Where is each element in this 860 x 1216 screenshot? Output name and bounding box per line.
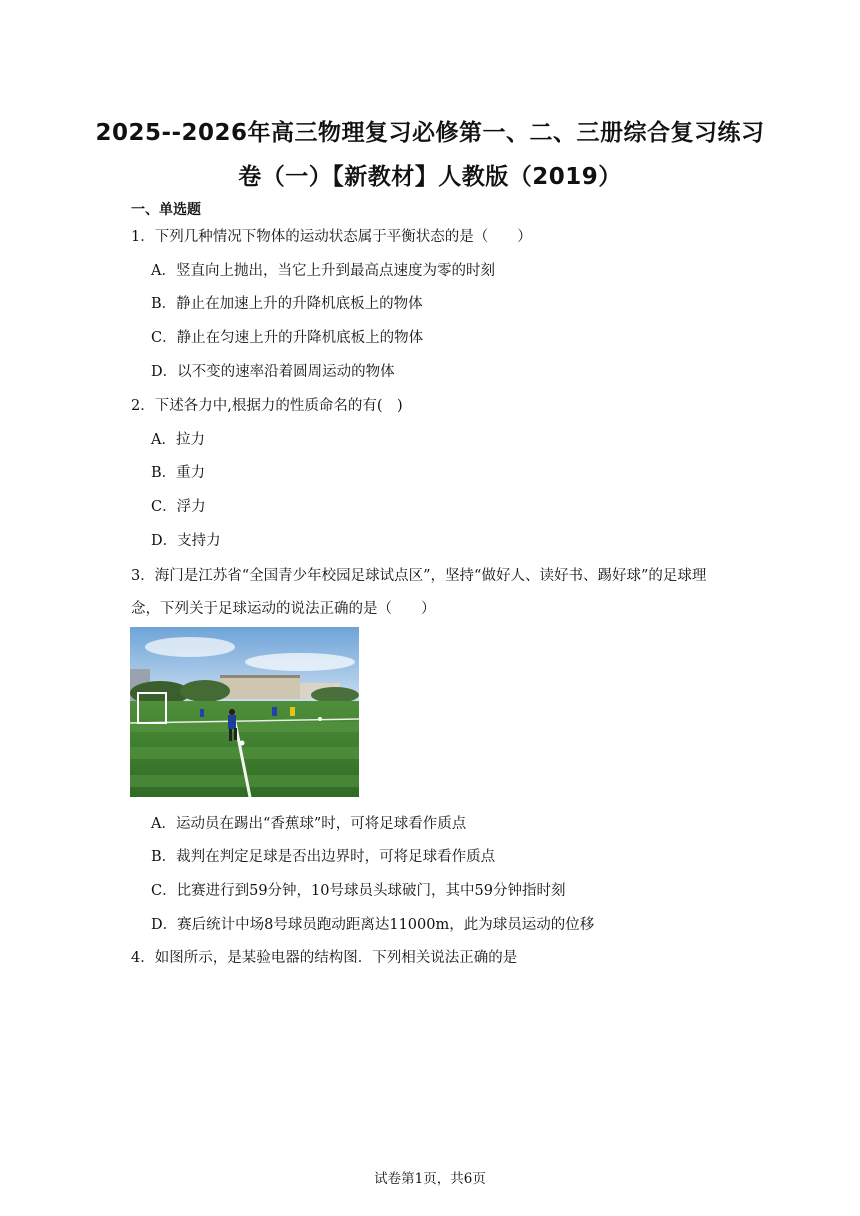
football-field-photo xyxy=(130,627,359,797)
question-3-stem-line-1: 3．海门是江苏省“全国青少年校园足球试点区”，坚持“做好人、读好书、踢好球”的足球理 xyxy=(131,568,707,584)
question-3-stem-line-2: 念，下列关于足球运动的说法正确的是（ ） xyxy=(131,601,436,617)
section-heading: 一、单选题 xyxy=(131,202,201,218)
question-1-option-a: A．竖直向上抛出，当它上升到最高点速度为零的时刻 xyxy=(151,263,495,279)
question-2-option-a: A．拉力 xyxy=(151,432,205,448)
question-1-stem: 1．下列几种情况下物体的运动状态属于平衡状态的是（ ） xyxy=(131,229,532,245)
document-title-line-1: 2025--2026年高三物理复习必修第一、二、三册综合复习练习 xyxy=(95,120,765,146)
question-2-option-b: B．重力 xyxy=(151,465,206,481)
question-2-option-d: D．支持力 xyxy=(151,533,221,549)
question-3-option-b: B．裁判在判定足球是否出边界时，可将足球看作质点 xyxy=(151,849,496,865)
document-title-line-2: 卷（一）【新教材】人教版（2019） xyxy=(238,164,622,190)
question-2-option-c: C．浮力 xyxy=(151,499,206,515)
question-2-stem: 2．下述各力中,根据力的性质命名的有( ) xyxy=(131,398,403,414)
question-3-option-a: A．运动员在踢出“香蕉球”时，可将足球看作质点 xyxy=(151,816,467,832)
question-1-option-b: B．静止在加速上升的升降机底板上的物体 xyxy=(151,296,423,312)
question-1-option-d: D．以不变的速率沿着圆周运动的物体 xyxy=(151,364,395,380)
question-4-stem: 4．如图所示，是某验电器的结构图．下列相关说法正确的是 xyxy=(131,950,518,966)
page-footer: 试卷第1页，共6页 xyxy=(374,1171,486,1187)
question-3-option-c: C．比赛进行到59分钟，10号球员头球破门，其中59分钟指时刻 xyxy=(151,883,566,899)
question-3-option-d: D．赛后统计中场8号球员跑动距离达11000m，此为球员运动的位移 xyxy=(151,917,595,933)
question-1-option-c: C．静止在匀速上升的升降机底板上的物体 xyxy=(151,330,424,346)
